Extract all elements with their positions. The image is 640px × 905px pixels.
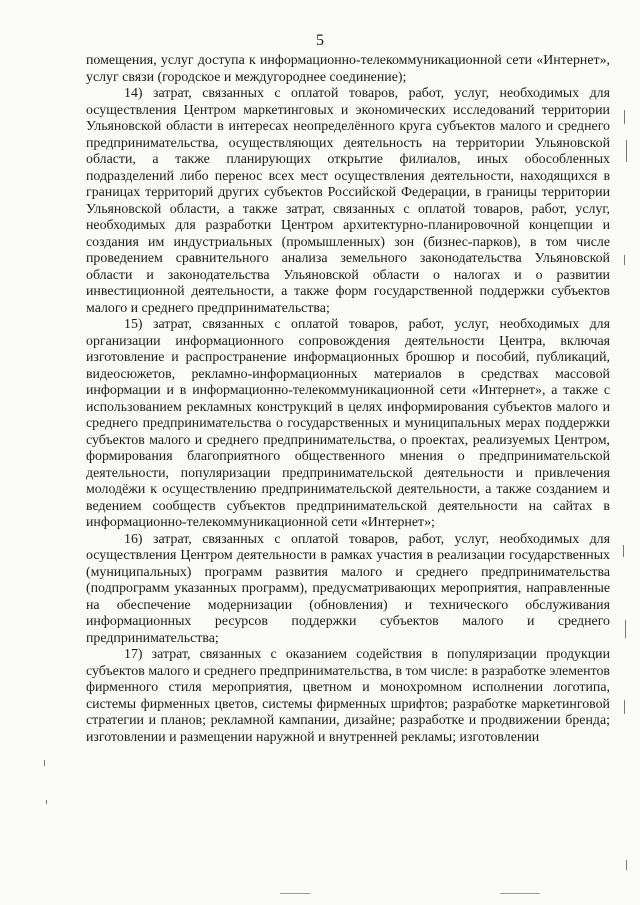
paragraph-item-17: 17) затрат, связанных с оказанием содействия в популяризации продукции субъектов малого и среднего предпринимательства, в том числе: в разработке элементов фирменного стиля мероприятия, цветном и монохромном исполнении логотипа, системы фирменных цветов, системы фирменных шрифтов; разработке маркетинговой стратегии и планов; рекламной кампании, дизайне; разработке и продвижении бренда; изготовлении и размещении наружной и внутренней рекламы; изготовлении (86, 647, 610, 745)
scan-margin-mark (46, 800, 47, 804)
scan-margin-mark (624, 700, 625, 714)
scan-margin-mark (623, 545, 624, 557)
scan-margin-mark (625, 620, 626, 638)
document-body (86, 53, 610, 746)
scan-margin-mark (624, 110, 625, 124)
scan-bottom-dash (500, 893, 540, 894)
paragraph-item-16: 16) затрат, связанных с оплатой товаров, работ, услуг, необходимых для осуществления Центром деятельности в рамках участия в реализации государственных (муниципальных) программ развития малого и среднего предпринимательства (подпрограмм указанных программ), предусматривающих мероприятия, направленные на обеспечение модернизации (обновления) и технического обслуживания информационных ресурсов поддержки субъектов малого и среднего предпринимательства; (86, 531, 610, 646)
scan-margin-mark (44, 760, 45, 766)
scan-margin-mark (626, 860, 627, 870)
page-number: 5 (316, 32, 324, 49)
paragraph-continuation: помещения, услуг доступа к информационно-телекоммуникационной сети «Интернет», услуг связи (городское и междугороднее соединение); (86, 53, 610, 85)
paragraph-item-15: 15) затрат, связанных с оплатой товаров, работ, услуг, необходимых для организации информационного сопровождения деятельности Центра, включая изготовление и распространение информационных брошюр и пособий, публикаций, видеосюжетов, рекламно-информационных материалов в средствах массовой информации и в информационно-телекоммуникационной сети «Интернет», а также с использованием рекламных конструкций в целях информирования субъектов малого и среднего предпринимательства о государственных и муниципальных мерах поддержки субъектов малого и среднего предпринимательства, о проектах, реализуемых Центром, формирования благоприятного общественного мнения о предпринимательской деятельности, популяризации предпринимательской деятельности и привлечения молодёжи к осуществлению предпринимательской деятельности, а также созданием и ведением сообществ субъектов предпринимательской деятельности на сайтах в информационно-телекоммуникационной сети «Интернет»; (86, 317, 610, 530)
scan-margin-mark (626, 140, 627, 162)
paragraph-item-14: 14) затрат, связанных с оплатой товаров, работ, услуг, необходимых для осуществления Центром маркетинговых и экономических исследований территории Ульяновской области в интересах неопределённого круга субъектов малого и среднего предпринимательства, осуществляющих деятельность на территории Ульяновской области, а также планирующих открытие филиалов, иных обособленных подразделений либо перенос всех мест осуществления деятельности, находящихся в границах территорий других субъектов Российской Федерации, в границы территории Ульяновской области, а также затрат, связанных с оплатой товаров, работ, услуг, необходимых для разработки Центром архитектурно-планировочной концепции и создания им индустриальных (промышленных) зон (бизнес-парков), в том числе проведением сравнительного анализа земельного законодательства Ульяновской области и законодательства Ульяновской области о налогах и о развитии инвестиционной деятельности, а также форм государственной поддержки субъектов малого и среднего предпринимательства; (86, 86, 610, 316)
scan-margin-mark (624, 255, 625, 265)
scan-bottom-dash (280, 893, 310, 894)
